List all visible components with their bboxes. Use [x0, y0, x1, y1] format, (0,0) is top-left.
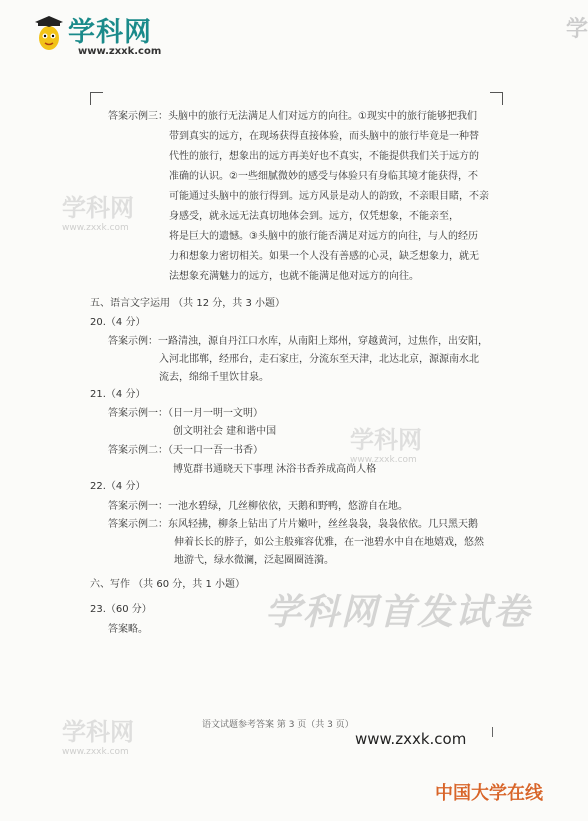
answer-line: 可能通过头脑中的旅行得到。远方风景是动人的韵致，不亲眼目睹，不亲 [169, 191, 489, 202]
answer-line: 博览群书通晓天下事理 沐浴书香养成高尚人格 [173, 464, 377, 475]
crop-mark-top-left [90, 92, 103, 105]
bottom-brand: 中国大学在线 [435, 783, 543, 804]
answer-line: 准确的认识。②一些细腻微妙的感受与体验只有身临其境才能获得，不 [169, 171, 478, 182]
question-number: 20.（4 分） [90, 317, 146, 328]
question-number: 21.（4 分） [90, 389, 146, 400]
answer-line: 答案略。 [108, 624, 148, 635]
answer-line: 伸着长长的脖子，如公主般雍容优雅，在一池碧水中自在地嬉戏，悠然 [174, 537, 484, 548]
mascot-icon [34, 14, 64, 54]
answer-line: 答案示例三：头脑中的旅行无法满足人们对远方的向往。①现实中的旅行能够把我们 [108, 111, 477, 122]
page-footer: 语文试题参考答案 第 3 页（共 3 页） [202, 720, 354, 730]
footer-url: www.zxxk.com [355, 730, 467, 748]
margin-tick [492, 727, 493, 737]
answer-line: 代性的旅行，想象出的远方再美好也不真实，不能提供我们关于远方的 [169, 151, 479, 162]
answer-line: 答案示例一：一池水碧绿，几丝柳依依，天鹅和野鸭，悠游自在地。 [108, 501, 408, 512]
answer-line: 将是巨大的遗憾。③头脑中的旅行能否满足对远方的向往，与人的经历 [169, 231, 478, 242]
answer-line: 入河北邯郸，经邢台，走石家庄，分流东至天津，北达北京，源源南水北 [159, 354, 479, 365]
answer-line: 带到真实的远方，在现场获得直接体验，而头脑中的旅行毕竟是一种替 [169, 131, 479, 142]
question-number: 22.（4 分） [90, 481, 146, 492]
watermark-logo: 学科网 www.zxxk.com [62, 718, 134, 757]
answer-line: 创文明社会 建和谐中国 [173, 426, 277, 437]
answer-line: 答案示例：一路清浊，源自丹江口水库，从南阳上郑州，穿越黄河，过焦作，出安阳， [108, 336, 488, 347]
crop-mark-top-right [490, 92, 503, 105]
logo-url: www.zxxk.com [78, 46, 162, 57]
watermark-logo: 学科网 www.zxxk.com [62, 194, 134, 233]
question-number: 23.（60 分） [90, 604, 152, 615]
answer-line: 法想象充满魅力的远方，也就不能满足他对远方的向往。 [169, 271, 419, 282]
site-logo [34, 8, 162, 66]
logo-text: 学科网 [68, 17, 152, 48]
answer-line: 地游弋，绿水微澜，泛起圈圈涟漪。 [174, 555, 334, 566]
section-heading: 五、语言文字运用 （共 12 分，共 3 小题） [90, 298, 285, 309]
watermark-banner: 学科网首发试卷 [265, 592, 532, 633]
answer-line: 身感受，就永远无法真切地体会到。远方，仅凭想象，不能亲至， [169, 211, 459, 222]
section-heading: 六、写作 （共 60 分，共 1 小题） [90, 579, 245, 590]
answer-line: 答案示例二：东风轻拂，柳条上钻出了片片嫩叶，丝丝袅袅，袅袅依依。几只黑天鹅 [108, 519, 478, 530]
answer-line: 答案示例二：（天一口一吾一书香） [108, 445, 263, 456]
corner-watermark: 学 [566, 17, 588, 42]
answer-line: 流去，绵绵千里饮甘泉。 [159, 372, 269, 383]
answer-line: 答案示例一：（日一月一明一文明） [108, 408, 263, 419]
watermark-logo: 学科网 www.zxxk.com [350, 426, 422, 465]
answer-line: 力和想象力密切相关。如果一个人没有善感的心灵，缺乏想象力，就无 [169, 251, 479, 262]
